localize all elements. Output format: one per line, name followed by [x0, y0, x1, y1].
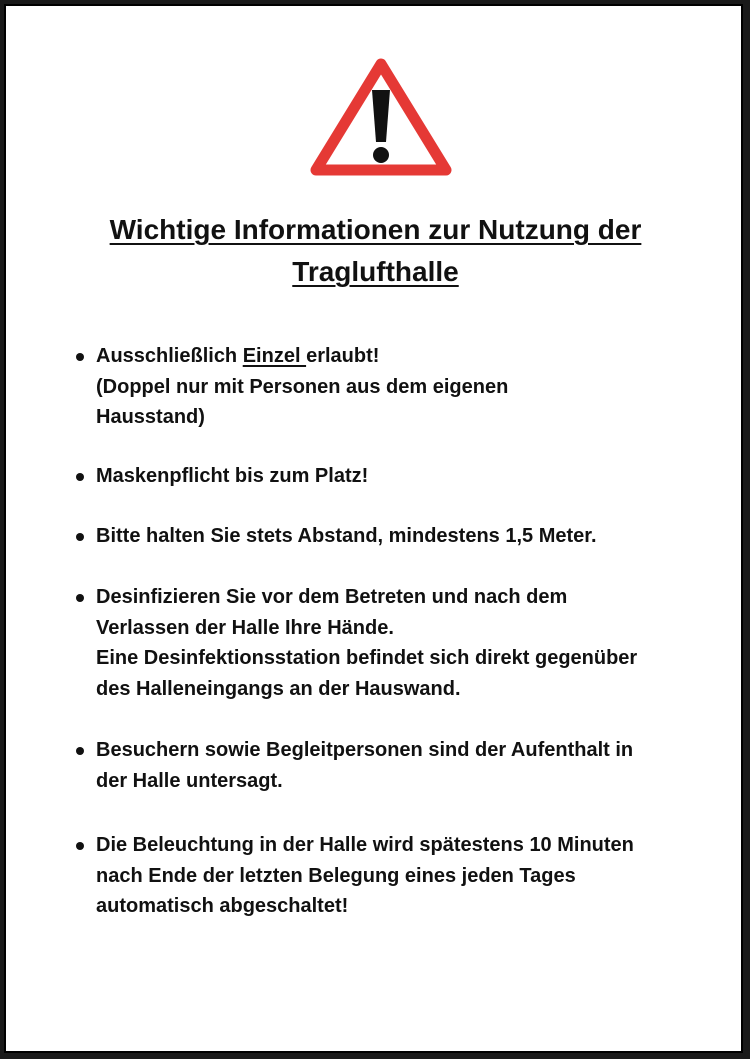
rule-item-disinfection — [96, 582, 706, 704]
rule-line: Bitte halten Sie stets Abstand, mindestens 1,5 Meter. — [96, 525, 597, 547]
rule-line: Maskenpflicht bis zum Platz! — [96, 465, 369, 487]
bullet-icon — [76, 473, 84, 481]
rule-line: Die Beleuchtung in der Halle wird spätestens 10 Minuten — [96, 834, 634, 856]
rule-item-lighting — [96, 830, 706, 922]
rule-text-post: erlaubt! — [306, 345, 380, 367]
page-title-line-2: Traglufthalle — [292, 256, 459, 287]
rule-text-pre: Ausschließlich — [96, 345, 243, 367]
rules-list — [6, 6, 745, 1055]
rule-text-underlined: Einzel — [242, 345, 307, 367]
rule-line: Besuchern sowie Begleitpersonen sind der Aufenthalt in — [96, 739, 634, 761]
rule-line: automatisch abgeschaltet! — [96, 895, 349, 917]
bullet-icon — [76, 353, 84, 361]
bullet-icon — [76, 842, 84, 850]
rule-line: Desinfizieren Sie vor dem Betreten und nach dem — [96, 586, 568, 608]
bullet-icon — [76, 533, 84, 541]
bullet-icon — [76, 747, 84, 755]
bullet-icon — [76, 594, 84, 602]
rule-item-visitors — [96, 735, 706, 796]
rule-line: Hausstand) — [96, 406, 205, 428]
rule-item-singles — [96, 341, 706, 433]
rule-line: der Halle untersagt. — [96, 769, 283, 792]
rule-item-distance — [96, 521, 706, 552]
rule-item-mask — [96, 461, 706, 492]
notice-page — [4, 4, 743, 1053]
rule-line — [96, 341, 706, 372]
page-title-line-1: Wichtige Informationen zur Nutzung der — [109, 214, 642, 245]
rule-line: Verlassen der Halle Ihre Hände. — [96, 616, 394, 639]
rule-line: nach Ende der letzten Belegung eines jeden Tages — [96, 864, 576, 887]
rule-line: (Doppel nur mit Personen aus dem eigenen — [96, 375, 509, 398]
rule-line: des Halleneingangs an der Hauswand. — [96, 677, 461, 700]
rule-line: Eine Desinfektionsstation befindet sich direkt gegenüber — [96, 647, 638, 669]
